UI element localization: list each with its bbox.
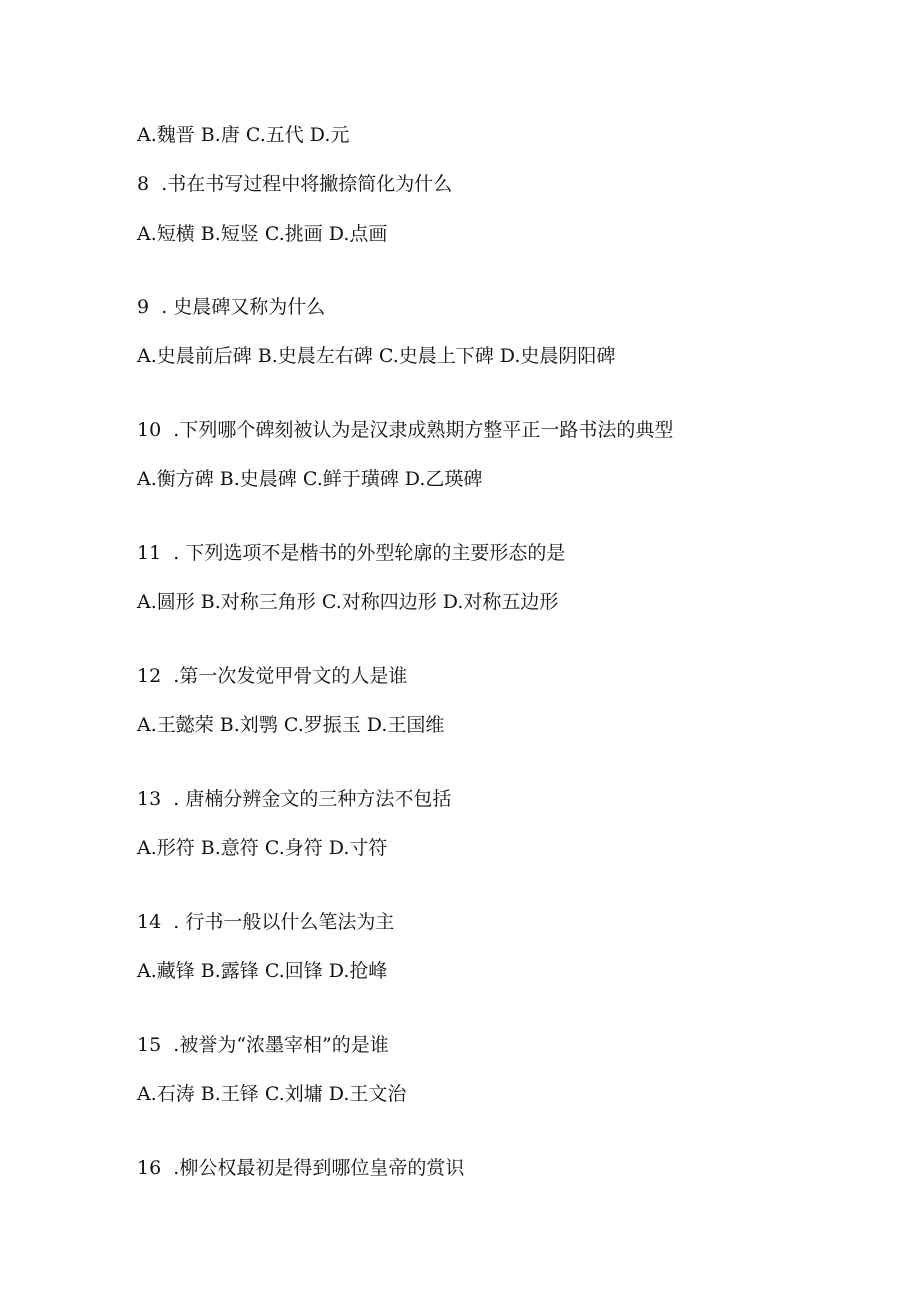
question-12-options: A.王懿荣 B.刘鹗 C.罗振玉 D.王国维 [137,714,445,736]
question-text: .下列哪个碑刻被认为是汉隶成熟期方整平正一路书法的典型 [173,419,674,441]
question-13-options: A.形符 B.意符 C.身符 D.寸符 [137,837,388,859]
question-10-stem [137,418,673,442]
question-15-options: A.石涛 B.王铎 C.刘墉 D.王文治 [137,1083,407,1105]
question-text: .书在书写过程中将撇捺简化为什么 [161,173,453,195]
question-number: 16 [137,1157,162,1179]
question-text: . 史晨碑又称为什么 [161,296,326,318]
question-14-stem [137,910,394,934]
question-number: 10 [137,419,162,441]
question-16-stem [137,1156,464,1180]
question-10-options: A.衡方碑 B.史晨碑 C.鲜于璜碑 D.乙瑛碑 [137,468,483,490]
question-number: 13 [137,788,162,810]
question-number: 14 [137,911,162,933]
question-9-options: A.史晨前后碑 B.史晨左右碑 C.史晨上下碑 D.史晨阴阳碑 [137,345,616,367]
question-text: . 行书一般以什么笔法为主 [173,911,395,933]
question-text: .柳公权最初是得到哪位皇帝的赏识 [173,1157,465,1179]
question-12-stem [137,664,407,688]
question-number: 8 [137,173,150,195]
carryover-options: A.魏晋 B.唐 C.五代 D.元 [137,124,350,146]
question-11-stem [137,541,565,565]
question-text: . 下列选项不是楷书的外型轮廓的主要形态的是 [173,542,566,564]
question-9-stem [137,295,325,319]
question-14-options: A.藏锋 B.露锋 C.回锋 D.抢峰 [137,960,388,982]
question-text: .被誉为“浓墨宰相”的是谁 [173,1034,389,1056]
question-number: 9 [137,296,150,318]
question-number: 12 [137,665,162,687]
question-8-stem [137,172,452,196]
question-text: .第一次发觉甲骨文的人是谁 [173,665,408,687]
question-number: 11 [137,542,162,564]
question-11-options: A.圆形 B.对称三角形 C.对称四边形 D.对称五边形 [137,591,559,613]
question-15-stem [137,1033,389,1057]
question-8-options: A.短横 B.短竖 C.挑画 D.点画 [137,223,388,245]
question-13-stem [137,787,451,811]
question-number: 15 [137,1034,162,1056]
question-text: . 唐楠分辨金文的三种方法不包括 [173,788,452,810]
